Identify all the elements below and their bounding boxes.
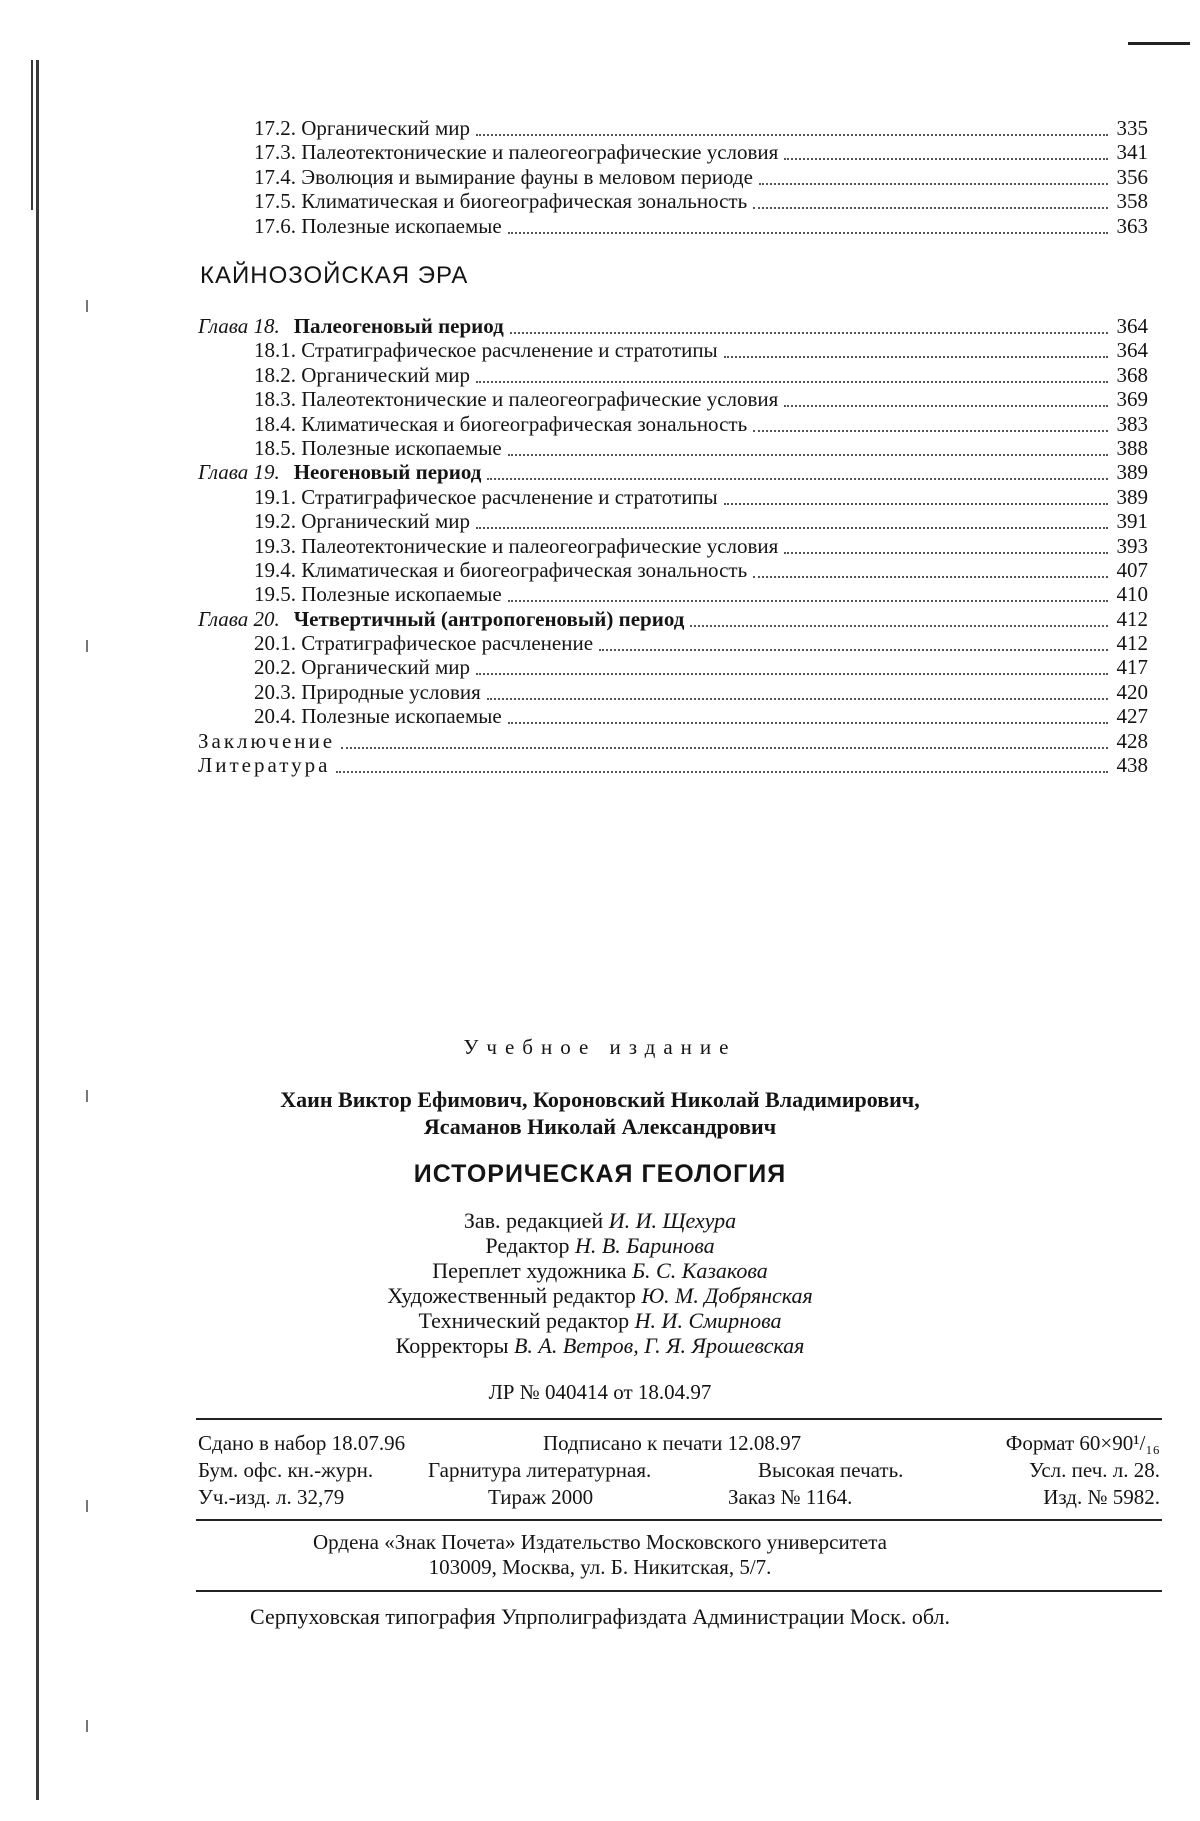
toc-chapter-20: Глава 20. Четвертичный (антропогеновый) период 412: [198, 606, 1148, 631]
toc-entry: 19.1. Стратиграфическое расчленение и стратотипы 389: [254, 484, 1148, 509]
scan-margin-mark: [86, 1500, 88, 1512]
toc-entry: 20.1. Стратиграфическое расчленение 412: [254, 631, 1148, 656]
toc-chapter-18: Глава 18. Палеогеновый период 364: [198, 314, 1148, 338]
toc-entry: 17.3. Палеотектонические и палеогеографические условия 341: [254, 140, 1148, 165]
toc-entry: 17.6. Полезные ископаемые 363: [254, 213, 1148, 238]
book-title: ИСТОРИЧЕСКАЯ ГЕОЛОГИЯ: [413, 1160, 787, 1188]
credit-line: Художественный редактор Ю. М. Добрянская: [387, 1283, 813, 1308]
printer: Серпуховская типография Упрполиграфиздата Администрации Моск. обл.: [250, 1604, 950, 1629]
divider: [196, 1590, 1162, 1592]
scan-corner-mark: [1128, 42, 1190, 45]
edition-type: Учебное издание: [463, 1035, 737, 1059]
scan-margin-mark: [86, 1720, 88, 1732]
toc-entry: 19.5. Полезные ископаемые 410: [254, 582, 1148, 607]
book-page: 17.2. Органический мир 335 17.3. Палеотектонические и палеогеографические условия 341 17.4. Эволюция и вымирание фауны в меловом периоде 356 17.5. Климатическая и биогеографическая зональность 358 17.6. Полезные ископаемые 363 КАЙНОЗОЙСКАЯ ЭРА Глава 18. Палеогеновый период 364 18.1. Стратиграфическое расчленение и стратотипы 364 18.2. Органический мир 368 18.3. Палеотектонические и палеогеографические условия 369 18.4. Климатическая и биогеографическая зональность 383 18.5. Полезные ископаемые 388 Глава 19. Неогеновый период 389 19.1. Стратиграфическое расчленение и стратотипы 389 19.2. Органический мир 391 19.3. Палеотектонические и палеогеографические условия 393 19.4. Климатическая и биогеографическая зональность 407 19.5. Полезные ископаемые 410 Глава 20. Четвертичный (антропогеновый) период 412 20.1. Стратиграфическое расчленение 412 20.2. Органический мир 417 20.3. Природные условия 420 20.4. Полезные ископаемые 427 Заключение 428 Литература 438 Учебное издание Хаин Виктор Ефимович, Короновский Николай Владимирович, Ясаманов Николай Александрович ИСТОРИЧЕСКАЯ ГЕОЛОГИЯ Зав. редакцией И. И. Щехура Редактор Н. В. Баринова Переплет художника Б. С. Казакова Художественный редактор Ю. М. Добрянская Технический редактор Н. И. Смирнова Корректоры В. А. Ветров, Г. Я. Ярошевская ЛР № 040414 от 18.04.97 Сдано в набор 18.07.96 Подписано к печати 12.08.97 Формат 60×90¹/₁₆ Бум. офс. кн.-журн. Гарнитура литературная. Высокая печать. Усл. печ. л. 28. Уч.-изд. л. 32,79 Тираж 2000 Заказ № 1164. Изд. № 5982. Ордена «Знак Почета» Издательство Московского университета 103009, Москва, ул. Б. Никитская, 5/7. Серпуховская типография Упрполиграфиздата Администрации Моск. обл.: [0, 0, 1200, 1821]
publisher-line: 103009, Москва, ул. Б. Никитская, 5/7.: [428, 1555, 772, 1579]
credit-line: Переплет художника Б. С. Казакова: [432, 1258, 768, 1283]
toc-entry: 17.5. Климатическая и биогеографическая зональность 358: [254, 189, 1148, 214]
toc-entry: 18.3. Палеотектонические и палеогеографические условия 369: [254, 387, 1148, 412]
scan-margin-mark: [86, 300, 88, 312]
authors-line: Хаин Виктор Ефимович, Короновский Николай Владимирович,: [280, 1087, 920, 1112]
toc-entry: 19.2. Органический мир 391: [254, 509, 1148, 534]
toc-entry: 19.4. Климатическая и биогеографическая зональность 407: [254, 557, 1148, 582]
toc-conclusion: Заключение 428: [198, 728, 1148, 753]
scan-edge-line: [31, 60, 33, 210]
credit-line: Редактор Н. В. Баринова: [485, 1233, 715, 1258]
authors: [0, 1086, 1200, 1140]
toc-entry: 20.4. Полезные ископаемые 427: [254, 704, 1148, 729]
toc-literature: Литература 438: [198, 753, 1148, 778]
toc-entry: 17.2. Органический мир 335: [254, 116, 1148, 140]
authors-line: Ясаманов Николай Александрович: [423, 1114, 777, 1139]
divider: [196, 1519, 1162, 1521]
era-heading: КАЙНОЗОЙСКАЯ ЭРА: [200, 262, 469, 289]
toc-chapters: [198, 314, 1148, 777]
toc-entry: 18.5. Полезные ископаемые 388: [254, 435, 1148, 460]
toc-entry: 17.4. Эволюция и вымирание фауны в меловом периоде 356: [254, 164, 1148, 189]
toc-entry: 18.2. Органический мир 368: [254, 362, 1148, 387]
toc-entry: 19.3. Палеотектонические и палеогеографические условия 393: [254, 533, 1148, 558]
toc-section-17: [198, 116, 1148, 238]
publisher-line: Ордена «Знак Почета» Издательство Московского университета: [313, 1530, 887, 1554]
credit-line: Технический редактор Н. И. Смирнова: [418, 1308, 782, 1333]
credits: [0, 1208, 1200, 1358]
license-number: ЛР № 040414 от 18.04.97: [488, 1380, 712, 1404]
toc-entry: 18.1. Стратиграфическое расчленение и стратотипы 364: [254, 338, 1148, 363]
toc-entry: 18.4. Климатическая и биогеографическая зональность 383: [254, 411, 1148, 436]
publisher: [0, 1530, 1200, 1580]
scan-margin-mark: [86, 640, 88, 652]
credit-line: Зав. редакцией И. И. Щехура: [463, 1208, 737, 1233]
credit-line: Корректоры В. А. Ветров, Г. Я. Ярошевская: [395, 1333, 805, 1358]
toc-entry: 20.3. Природные условия 420: [254, 679, 1148, 704]
toc-entry: 20.2. Органический мир 417: [254, 655, 1148, 680]
divider: [196, 1418, 1162, 1420]
toc-chapter-19: Глава 19. Неогеновый период 389: [198, 460, 1148, 485]
